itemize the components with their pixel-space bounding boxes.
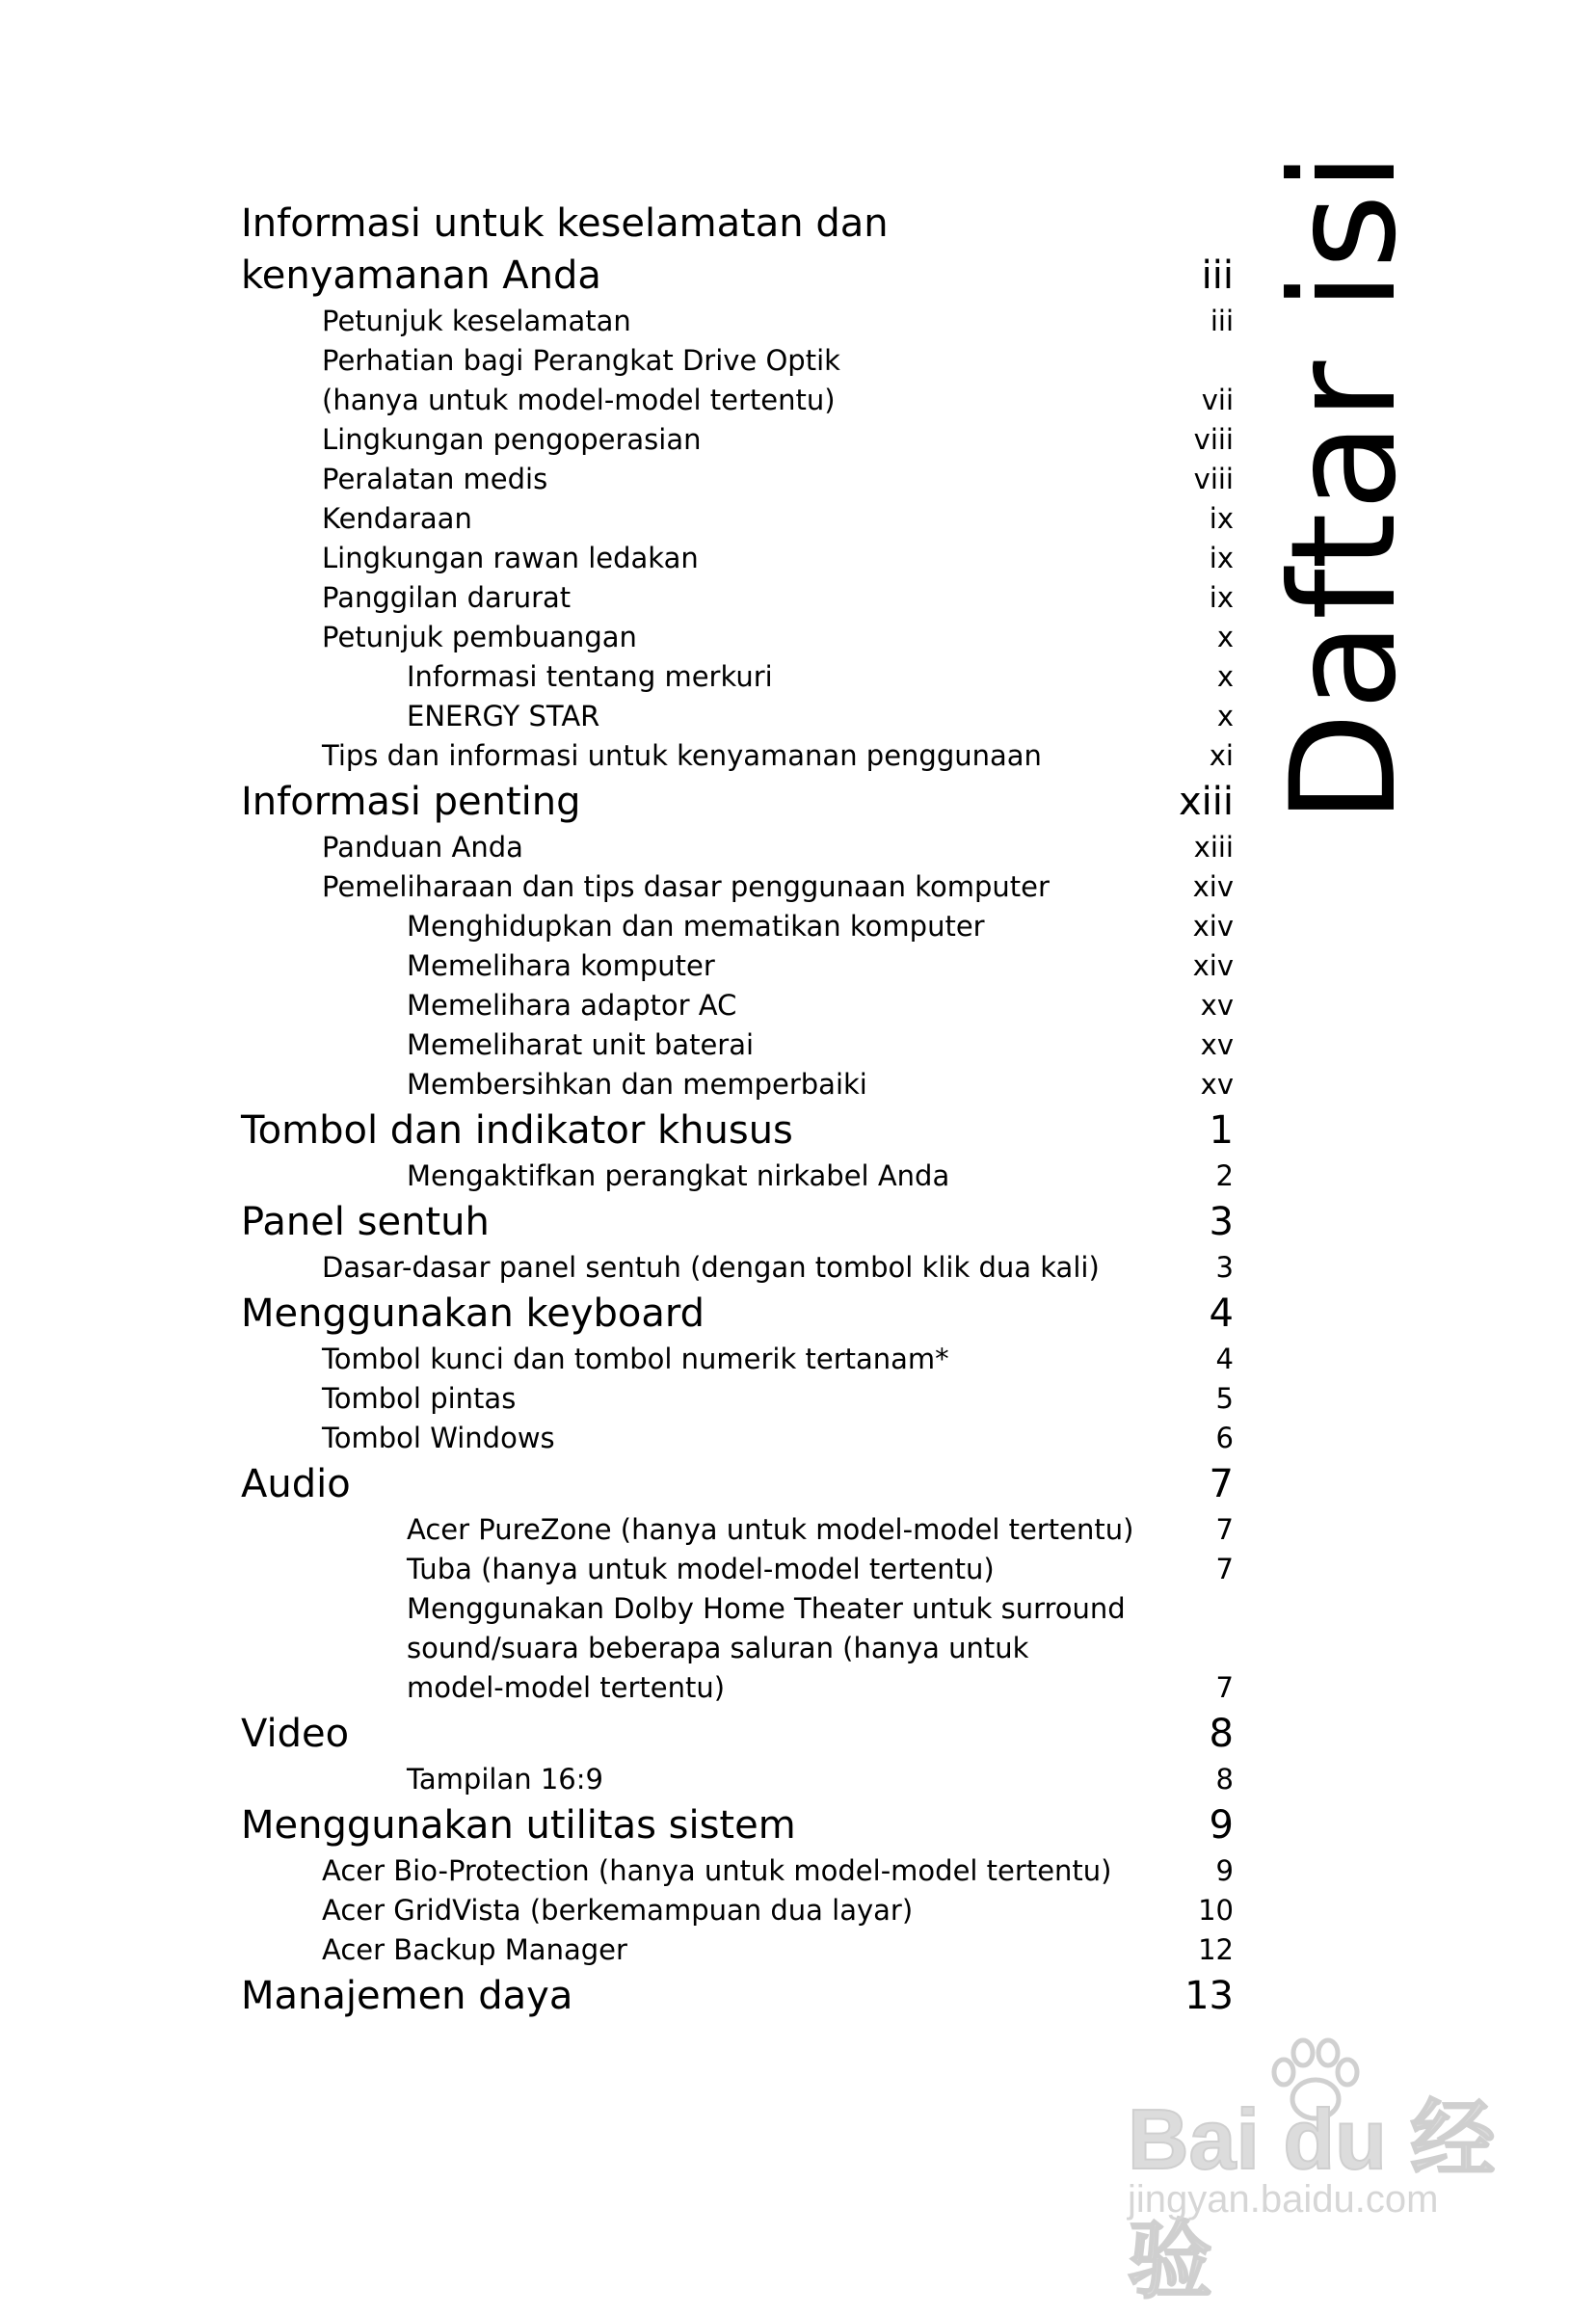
toc-entry-title-line: Informasi untuk keselamatan dan xyxy=(241,201,889,246)
toc-entry-title-line: Tombol Windows xyxy=(322,1422,555,1454)
watermark-url: jingyan.baidu.com xyxy=(1128,2178,1439,2221)
toc-entry-title-line: Acer PureZone (hanya untuk model-model tertentu) xyxy=(407,1513,1134,1546)
toc-entry-title xyxy=(322,499,1234,539)
toc-entry-title-line: Mengaktifkan perangkat nirkabel Anda xyxy=(407,1159,950,1192)
toc-entry-title-line: Menggunakan Dolby Home Theater untuk surround xyxy=(407,1592,1126,1625)
toc-page-number: x xyxy=(1216,621,1234,653)
toc-page-number: 3 xyxy=(1209,1200,1234,1244)
toc-page-number: x xyxy=(1216,660,1234,693)
toc-page-number: xiii xyxy=(1193,831,1234,864)
toc-entry-title xyxy=(241,198,1234,302)
toc-page-number: 3 xyxy=(1215,1251,1234,1284)
toc-page-number: xi xyxy=(1209,739,1234,772)
toc-page-number: vii xyxy=(1201,384,1234,416)
toc-entry-title xyxy=(407,1510,1234,1550)
toc-entry-title xyxy=(407,1550,1234,1589)
toc-entry-title xyxy=(407,1589,1234,1708)
toc-entry-title-line: Menghidupkan dan mematikan komputer xyxy=(407,910,985,943)
toc-section-entry xyxy=(241,867,1234,907)
toc-entry-title xyxy=(322,1930,1234,1970)
toc-entry-title xyxy=(322,1379,1234,1419)
toc-entry-title-line: Petunjuk keselamatan xyxy=(322,305,631,337)
toc-entry-title xyxy=(322,1419,1234,1458)
toc-entry-title-line: Informasi tentang merkuri xyxy=(407,660,773,693)
toc-section-entry xyxy=(241,1930,1234,1970)
toc-section-entry xyxy=(241,1760,1234,1799)
toc-chapter-entry xyxy=(241,1708,1234,1760)
toc-section-entry xyxy=(241,341,1234,420)
toc-entry-title-line: Menggunakan keyboard xyxy=(241,1291,705,1336)
toc-entry-title-line: Peralatan medis xyxy=(322,463,548,495)
toc-chapter-entry xyxy=(241,1970,1234,2022)
toc-section-entry xyxy=(241,1419,1234,1458)
toc-page-number: 9 xyxy=(1209,1803,1234,1848)
toc-entry-title-line: Informasi penting xyxy=(241,780,581,824)
toc-section-entry xyxy=(241,302,1234,341)
toc-entry-title-line: kenyamanan Anda xyxy=(241,253,601,298)
toc-entry-title-line: ENERGY STAR xyxy=(407,700,600,732)
toc-page-number: 6 xyxy=(1215,1422,1234,1454)
toc-entry-title xyxy=(322,341,1234,420)
toc-entry-title xyxy=(407,1025,1234,1065)
toc-entry-title xyxy=(241,1196,1234,1248)
toc-entry-title-line: Tuba (hanya untuk model-model tertentu) xyxy=(407,1553,995,1585)
toc-page-number: 7 xyxy=(1215,1671,1234,1704)
toc-entry-title-line: Tips dan informasi untuk kenyamanan penggunaan xyxy=(322,739,1042,772)
toc-page-number: viii xyxy=(1193,463,1234,495)
toc-entry-title xyxy=(407,986,1234,1025)
toc-entry-title xyxy=(241,1799,1234,1851)
toc-section-entry xyxy=(241,1589,1234,1708)
toc-page-number: 8 xyxy=(1209,1712,1234,1756)
toc-entry-title xyxy=(407,907,1234,946)
toc-section-entry xyxy=(241,736,1234,776)
toc-section-entry xyxy=(241,907,1234,946)
toc-section-entry xyxy=(241,1065,1234,1104)
toc-page-number: 4 xyxy=(1215,1343,1234,1375)
toc-page-number: 5 xyxy=(1215,1382,1234,1415)
toc-section-entry xyxy=(241,1340,1234,1379)
toc-entry-title xyxy=(407,1760,1234,1799)
toc-entry-title xyxy=(322,736,1234,776)
toc-chapter-entry xyxy=(241,1458,1234,1510)
toc-page-number: 13 xyxy=(1184,1974,1234,2018)
toc-entry-title-line: Panel sentuh xyxy=(241,1200,490,1244)
toc-entry-title-line: Kendaraan xyxy=(322,502,472,535)
toc-page-number: 7 xyxy=(1215,1513,1234,1546)
toc-page-number: x xyxy=(1216,700,1234,732)
toc-entry-title xyxy=(241,1458,1234,1510)
toc-entry-title xyxy=(322,1851,1234,1891)
toc-page-number: ix xyxy=(1209,502,1234,535)
toc-page-number: xv xyxy=(1200,1068,1234,1101)
toc-section-entry xyxy=(241,1157,1234,1196)
toc-page-number: xv xyxy=(1200,989,1234,1022)
toc-page-number: 7 xyxy=(1209,1462,1234,1506)
toc-entry-title xyxy=(322,1340,1234,1379)
toc-page-number: xiii xyxy=(1178,780,1234,824)
toc-entry-title xyxy=(241,776,1234,828)
toc-entry-title-line: Lingkungan rawan ledakan xyxy=(322,542,699,574)
toc-entry-title-line: Petunjuk pembuangan xyxy=(322,621,637,653)
toc-entry-title-line: Acer GridVista (berkemampuan dua layar) xyxy=(322,1894,914,1927)
toc-entry-title-line: Acer Backup Manager xyxy=(322,1933,627,1966)
toc-entry-title xyxy=(241,1708,1234,1760)
toc-page-number: 4 xyxy=(1209,1291,1234,1336)
toc-section-entry xyxy=(241,420,1234,460)
toc-chapter-entry xyxy=(241,1104,1234,1157)
toc-entry-title xyxy=(322,1891,1234,1930)
toc-section-entry xyxy=(241,1025,1234,1065)
toc-page-number: xv xyxy=(1200,1028,1234,1061)
table-of-contents xyxy=(241,198,1234,2022)
toc-section-entry xyxy=(241,460,1234,499)
toc-entry-title-line: (hanya untuk model-model tertentu) xyxy=(322,384,836,416)
toc-page-number: 1 xyxy=(1209,1108,1234,1153)
toc-entry-title xyxy=(322,460,1234,499)
toc-entry-title-line: Lingkungan pengoperasian xyxy=(322,423,702,456)
toc-entry-title-line: Memelihara komputer xyxy=(407,949,715,982)
toc-page-number: iii xyxy=(1201,253,1234,298)
toc-entry-title xyxy=(407,697,1234,736)
toc-entry-title-line: model-model tertentu) xyxy=(407,1671,726,1704)
toc-chapter-entry xyxy=(241,1288,1234,1340)
toc-entry-title xyxy=(407,1157,1234,1196)
watermark-brand: Bai du 经验 xyxy=(1128,2091,1496,2308)
toc-chapter-entry xyxy=(241,1196,1234,1248)
toc-entry-title-line: sound/suara beberapa saluran (hanya untuk xyxy=(407,1632,1029,1664)
toc-section-entry xyxy=(241,1510,1234,1550)
toc-section-entry xyxy=(241,1248,1234,1288)
toc-entry-title xyxy=(322,539,1234,578)
toc-page-number: 2 xyxy=(1215,1159,1234,1192)
toc-entry-title-line: Video xyxy=(241,1712,350,1756)
toc-entry-title xyxy=(241,1104,1234,1157)
toc-section-entry xyxy=(241,499,1234,539)
toc-entry-title-line: Tombol dan indikator khusus xyxy=(241,1108,793,1153)
toc-entry-title xyxy=(322,302,1234,341)
toc-page-number: 7 xyxy=(1215,1553,1234,1585)
toc-section-entry xyxy=(241,618,1234,657)
toc-page-number: xiv xyxy=(1192,949,1234,982)
toc-chapter-entry xyxy=(241,776,1234,828)
watermark xyxy=(1118,2034,1503,2308)
toc-entry-title-line: Membersihkan dan memperbaiki xyxy=(407,1068,867,1101)
toc-entry-title-line: Acer Bio-Protection (hanya untuk model-model tertentu) xyxy=(322,1854,1112,1887)
toc-page-number: 10 xyxy=(1198,1894,1234,1927)
toc-section-entry xyxy=(241,1379,1234,1419)
toc-entry-title-line: Menggunakan utilitas sistem xyxy=(241,1803,796,1848)
toc-page-number: 12 xyxy=(1198,1933,1234,1966)
toc-entry-title-line: Tampilan 16:9 xyxy=(407,1763,603,1796)
toc-entry-title-line: Audio xyxy=(241,1462,351,1506)
toc-page-number: 9 xyxy=(1215,1854,1234,1887)
toc-entry-title xyxy=(322,420,1234,460)
toc-entry-title xyxy=(322,618,1234,657)
toc-entry-title xyxy=(322,1248,1234,1288)
toc-entry-title-line: Memelihara adaptor AC xyxy=(407,989,737,1022)
toc-section-entry xyxy=(241,1851,1234,1891)
toc-section-entry xyxy=(241,1550,1234,1589)
toc-chapter-entry xyxy=(241,198,1234,302)
toc-page-number: xiv xyxy=(1192,870,1234,903)
toc-section-entry xyxy=(241,946,1234,986)
page-title xyxy=(1261,149,1428,824)
toc-entry-title xyxy=(241,1970,1234,2022)
toc-entry-title-line: Tombol kunci dan tombol numerik tertanam* xyxy=(322,1343,949,1375)
toc-entry-title-line: Tombol pintas xyxy=(322,1382,517,1415)
toc-entry-title xyxy=(407,657,1234,697)
toc-entry-title-line: Manajemen daya xyxy=(241,1974,573,2018)
toc-section-entry xyxy=(241,1891,1234,1930)
toc-section-entry xyxy=(241,539,1234,578)
toc-section-entry xyxy=(241,578,1234,618)
toc-page-number: ix xyxy=(1209,581,1234,614)
toc-entry-title xyxy=(407,1065,1234,1104)
toc-chapter-entry xyxy=(241,1799,1234,1851)
toc-section-entry xyxy=(241,828,1234,867)
toc-page-number: viii xyxy=(1193,423,1234,456)
toc-entry-title xyxy=(322,578,1234,618)
toc-page-number: ix xyxy=(1209,542,1234,574)
toc-entry-title-line: Panduan Anda xyxy=(322,831,523,864)
page-title-text: Daftar isi xyxy=(1261,149,1428,824)
toc-page-number: iii xyxy=(1210,305,1234,337)
toc-entry-title-line: Pemeliharaan dan tips dasar penggunaan komputer xyxy=(322,870,1050,903)
toc-page-number: xiv xyxy=(1192,910,1234,943)
toc-entry-title-line: Memeliharat unit baterai xyxy=(407,1028,755,1061)
toc-entry-title xyxy=(241,1288,1234,1340)
toc-entry-title-line: Dasar-dasar panel sentuh (dengan tombol klik dua kali) xyxy=(322,1251,1100,1284)
toc-page-number: 8 xyxy=(1215,1763,1234,1796)
toc-entry-title xyxy=(322,828,1234,867)
toc-entry-title xyxy=(407,946,1234,986)
toc-entry-title-line: Perhatian bagi Perangkat Drive Optik xyxy=(322,344,840,377)
toc-section-entry xyxy=(241,657,1234,697)
toc-entry-title xyxy=(322,867,1234,907)
toc-entry-title-line: Panggilan darurat xyxy=(322,581,572,614)
toc-section-entry xyxy=(241,697,1234,736)
toc-section-entry xyxy=(241,986,1234,1025)
